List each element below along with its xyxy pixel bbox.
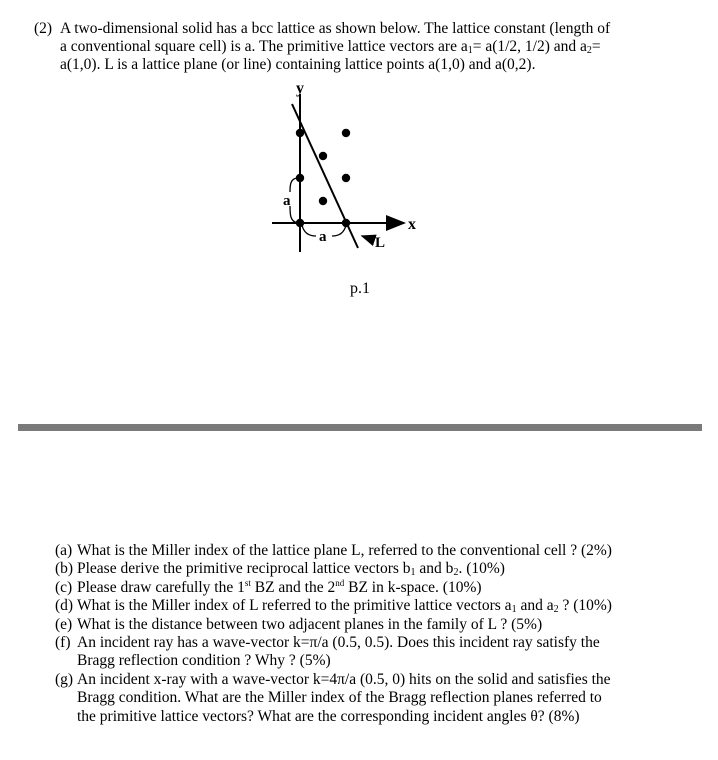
lattice-point — [342, 129, 350, 137]
question-e: (e) What is the distance between two adjacent planes in the family of L ? (5%) — [55, 615, 543, 633]
page-divider — [18, 424, 702, 431]
lattice-point — [296, 129, 304, 137]
problem-line-2: a conventional square cell) is a. The primitive lattice vectors are $a_1= a(1/2$, 1/2) and $a_2=$ — [60, 38, 601, 56]
question-f: (f) An incident ray has a wave-vector k=π/a (0.5, 0.5). Does this incident ray satisfy the Bragg reflection condition ? Why ? (5%) — [55, 634, 600, 670]
page-number: p.1 — [350, 280, 370, 297]
problem-statement — [34, 20, 674, 74]
a-horizontal-label: a — [319, 229, 327, 245]
lattice-point-center — [319, 197, 327, 205]
lattice-point-center — [319, 152, 327, 160]
bcc-lattice-diagram — [262, 80, 432, 260]
brace-vertical-a — [290, 178, 298, 223]
question-g: (g) An incident x-ray with a wave-vector k=4π/a (0.5, 0) hits on the solid and satisfies the Bragg condition. What are the Miller index of the Bragg reflection planes referred to the primitive lattice vectors? What are the corresponding incident angles θ? (8%) — [55, 670, 611, 725]
problem-line-3: a(1,0). L is a lattice plane (or line) containing lattice points a(1,0) and a(0,2). — [60, 56, 536, 73]
lattice-point — [296, 174, 304, 182]
question-c: (c) Please draw carefully the 1st BZ and the 2nd BZ in k-space. (10%) — [55, 577, 482, 596]
lattice-point — [342, 219, 350, 227]
lattice-point — [296, 219, 304, 227]
lattice-point — [342, 174, 350, 182]
a-vertical-label: a — [283, 193, 291, 209]
question-a: (a) What is the Miller index of the lattice plane L, referred to the conventional cell ? (2%) — [55, 542, 612, 559]
question-list — [55, 542, 695, 726]
L-label: L — [375, 235, 386, 251]
problem-number: (2) — [34, 20, 53, 37]
x-label: x — [408, 216, 416, 233]
question-b: (b) Please derive the primitive reciprocal lattice vectors $b_1$ and $b_2$. (10%) — [55, 560, 505, 579]
y-label: y — [296, 80, 304, 97]
arrow-to-L — [362, 236, 374, 240]
question-d: (d) What is the Miller index of L referred to the primitive lattice vectors $a_1$ and $a_2$ ? (10%) — [55, 597, 612, 616]
problem-line-1: A two-dimensional solid has a bcc lattice as shown below. The lattice constant (length of — [60, 20, 611, 37]
